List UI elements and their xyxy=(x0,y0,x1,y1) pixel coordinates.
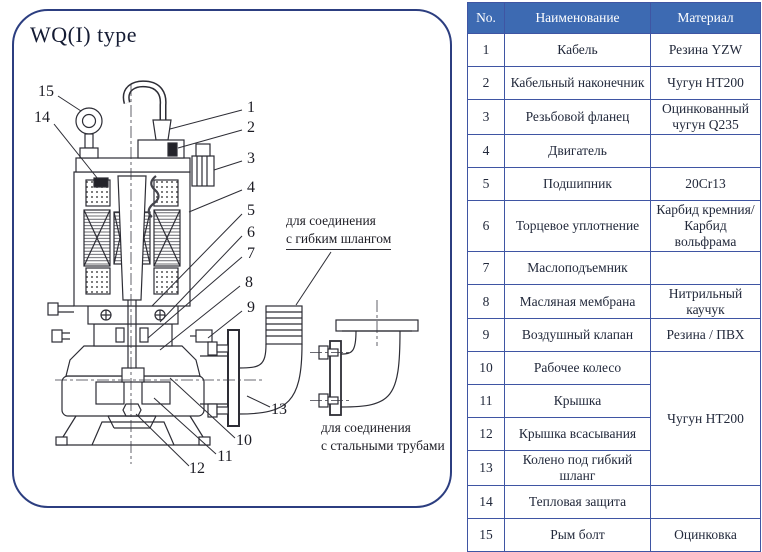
cell-no: 11 xyxy=(468,385,505,418)
table-row-2 xyxy=(468,67,761,100)
cell-material: Чугун HT200 xyxy=(651,352,761,486)
cell-no: 15 xyxy=(468,519,505,552)
parts-table xyxy=(467,2,761,552)
cell-no: 5 xyxy=(468,167,505,200)
discharge-flange xyxy=(208,330,239,426)
cell-name: Колено под гибкий шланг xyxy=(505,451,651,486)
callout-1: 1 xyxy=(247,99,255,116)
table-row-9 xyxy=(468,319,761,352)
cell-no: 7 xyxy=(468,251,505,284)
callout-3: 3 xyxy=(247,150,255,167)
cell-no: 9 xyxy=(468,319,505,352)
callout-9: 9 xyxy=(247,299,255,316)
table-row-4 xyxy=(468,134,761,167)
leader-line xyxy=(58,96,81,111)
cell-no: 2 xyxy=(468,67,505,100)
table-row-7 xyxy=(468,251,761,284)
cell-name: Кабель xyxy=(505,34,651,67)
cell-no: 13 xyxy=(468,451,505,486)
table-row-14 xyxy=(468,486,761,519)
callout-5: 5 xyxy=(247,202,255,219)
table-row-3 xyxy=(468,100,761,135)
leader-line xyxy=(189,190,242,212)
callout-10: 10 xyxy=(236,432,252,449)
cell-material xyxy=(651,251,761,284)
cell-no: 10 xyxy=(468,352,505,385)
table-row-10 xyxy=(468,352,761,385)
table-row-1 xyxy=(468,34,761,67)
callout-2: 2 xyxy=(247,119,255,136)
leader-line xyxy=(214,161,242,170)
callout-13: 13 xyxy=(271,401,287,418)
cell-no: 4 xyxy=(468,134,505,167)
callout-4: 4 xyxy=(247,179,255,196)
annotation-line: для соединения xyxy=(286,213,376,228)
callout-6: 6 xyxy=(247,224,255,241)
cell-name: Масляная мембрана xyxy=(505,284,651,319)
callout-8: 8 xyxy=(245,274,253,291)
cell-material: 20Cr13 xyxy=(651,167,761,200)
cell-no: 8 xyxy=(468,284,505,319)
cell-material: Оцинкованный чугун Q235 xyxy=(651,100,761,135)
cell-material: Резина YZW xyxy=(651,34,761,67)
cell-name: Тепловая защита xyxy=(505,486,651,519)
eyebolt xyxy=(76,108,102,158)
annotation-line: для соединения xyxy=(321,420,411,435)
table-row-6 xyxy=(468,200,761,251)
table-row-8 xyxy=(468,284,761,319)
callout-11: 11 xyxy=(217,448,233,465)
cell-material xyxy=(651,134,761,167)
cell-name: Двигатель xyxy=(505,134,651,167)
callout-12: 12 xyxy=(189,460,205,477)
cell-name: Резьбовой фланец xyxy=(505,100,651,135)
callout-14: 14 xyxy=(34,109,50,126)
cell-material: Оцинковка xyxy=(651,519,761,552)
cell-name: Рабочее колесо xyxy=(505,352,651,385)
annotation-line: с стальными трубами xyxy=(321,437,445,453)
threaded-flange xyxy=(192,144,214,186)
cell-name: Торцевое уплотнение xyxy=(505,200,651,251)
header-no: No. xyxy=(468,3,505,34)
cell-name: Крышка всасывания xyxy=(505,418,651,451)
cell-no: 12 xyxy=(468,418,505,451)
cell-material: Нитрильный каучук xyxy=(651,284,761,319)
cell-material: Резина / ПВХ xyxy=(651,319,761,352)
cell-name: Маслоподъемник xyxy=(505,251,651,284)
cell-name: Рым болт xyxy=(505,519,651,552)
table-row-5 xyxy=(468,167,761,200)
callout-15: 15 xyxy=(38,83,54,100)
cell-name: Кабельный наконечник xyxy=(505,67,651,100)
leader-line xyxy=(296,252,331,305)
leader-line xyxy=(247,396,270,407)
cell-material: Карбид кремния/ Карбид вольфрама xyxy=(651,200,761,251)
cell-material xyxy=(651,486,761,519)
header-material: Материал xyxy=(651,3,761,34)
annotation-line: с гибким шлангом xyxy=(286,230,391,251)
table-header-row xyxy=(468,3,761,34)
hose-elbow xyxy=(239,306,302,414)
cell-no: 3 xyxy=(468,100,505,135)
cell-name: Подшипник xyxy=(505,167,651,200)
diagram-title: WQ(I) type xyxy=(30,22,138,47)
cell-material: Чугун HT200 xyxy=(651,67,761,100)
callout-7: 7 xyxy=(247,245,255,262)
cell-no: 14 xyxy=(468,486,505,519)
leader-line xyxy=(170,110,242,129)
header-name: Наименование xyxy=(505,3,651,34)
cell-name: Воздушный клапан xyxy=(505,319,651,352)
cell-name: Крышка xyxy=(505,385,651,418)
cell-no: 1 xyxy=(468,34,505,67)
cell-no: 6 xyxy=(468,200,505,251)
